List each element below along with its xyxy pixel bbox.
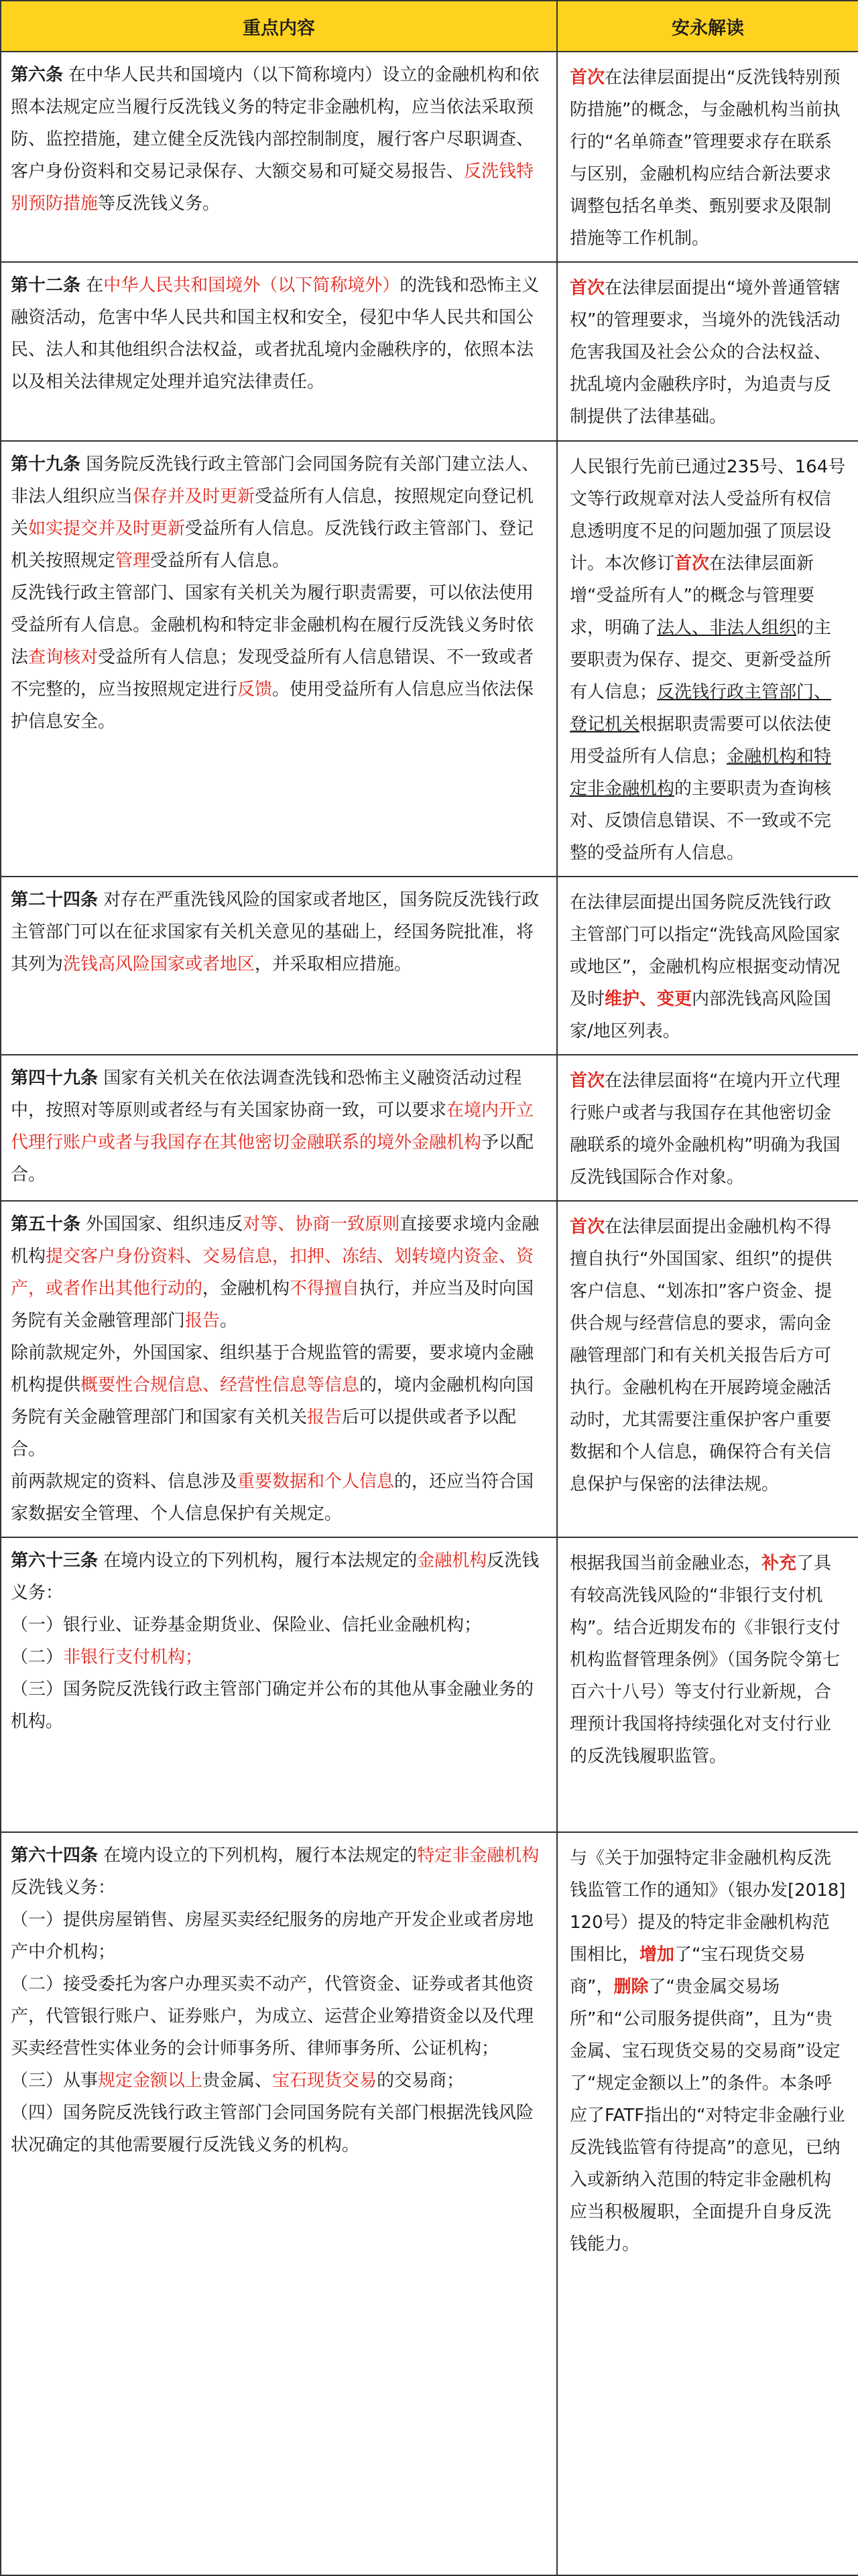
key-content-cell [1, 1201, 557, 1537]
table-row [1, 1055, 858, 1201]
text-segment: （四）国务院反洗钱行政主管部门会同国务院有关部门根据洗钱风险状况确定的其他需要履行反洗钱义务的机构。 [11, 2103, 534, 2155]
text-segment: 在法律层面提出“境外普通管辖权”的管理要求，当境外的洗钱活动危害我国及社会公众的合法权益、扰乱境内金融秩序时，为追责与反制提供了法律基础。 [570, 278, 841, 427]
key-content-cell [1, 441, 557, 877]
text-segment: 外国国家、组织违反 [80, 1214, 243, 1234]
highlight-text: 管理 [115, 551, 151, 571]
highlight-text: 提交客户身份资料、交易信息，扣押、冻结、划转境内资金、资产，或者作出其他行动的 [11, 1246, 534, 1299]
article-paragraph [11, 1609, 547, 1641]
highlight-text: 在境内开立代理行账户或者与我国存在其他密切金融联系的境外金融机构 [11, 1100, 534, 1153]
text-segment: （二）接受委托为客户办理买卖不动产，代管资金、证券或者其他资产，代管银行账户、证券账户，为成立、运营企业筹措资金以及代理买卖经营性实体业务的会计师事务所、律师事务所、公证机构； [11, 1974, 534, 2059]
highlight-text: 洗钱高风险国家或者地区 [63, 954, 255, 974]
article-paragraph [11, 269, 547, 398]
text-segment: 受益所有人信息。 [150, 551, 290, 571]
table-row [1, 877, 858, 1055]
highlight-text: 如实提交并及时更新 [28, 519, 186, 539]
text-segment: 。 [220, 1311, 238, 1331]
text-segment: 在中华人民共和国境内（以下简称境内）设立的金融机构和依照本法规定应当履行反洗钱义务的特定非金融机构，应当依法采取预防、监控措施，建立健全反洗钱内部控制制度，履行客户尽职调查、客户身份资料和交易记录保存、大额交易和可疑交易报告、 [11, 65, 540, 182]
article-number: 第六条 [11, 65, 64, 85]
highlight-text: 保存并及时更新 [133, 487, 255, 507]
article-paragraph [11, 1673, 547, 1738]
highlight-text: 首次 [570, 1217, 605, 1237]
text-segment: 的交易商； [377, 2071, 465, 2091]
article-number: 第六十四条 [11, 1846, 99, 1866]
interpretation-paragraph [570, 1065, 846, 1194]
text-segment: 与《关于加强特定非金融机构反洗钱监管工作的通知》（银办发[2018]120号）提及的特定非金融机构范围相比， [570, 1848, 846, 1965]
table-row [1, 1832, 858, 2575]
highlight-text: 金融机构 [417, 1551, 487, 1571]
interpretation-paragraph [570, 62, 846, 255]
article-paragraph [11, 1466, 547, 1530]
text-segment: 的洗钱和恐怖主义融资活动，危害中华人民共和国主权和安全，侵犯中华人民共和国公民、法人和其他组织合法权益，或者扰乱境内金融秩序的，依照本法以及相关法律规定处理并追究法律责任。 [11, 275, 540, 392]
text-segment: 根据职责需要可以依法使用受益所有人信息； [570, 714, 832, 767]
interpretation-cell [557, 441, 858, 877]
article-paragraph [11, 884, 547, 980]
highlight-text: 报告 [307, 1407, 343, 1427]
key-content-cell [1, 1537, 557, 1832]
interpretation-cell [557, 1832, 858, 2575]
key-content-cell [1, 1055, 557, 1201]
interpretation-cell [557, 1537, 858, 1832]
text-segment: 贵金属、 [202, 2071, 273, 2091]
text-segment: 反洗钱义务： [11, 1551, 540, 1603]
key-content-cell [1, 1832, 557, 2575]
table-row [1, 441, 858, 877]
article-paragraph [11, 577, 547, 738]
text-segment: 受益所有人信息。反洗钱行政主管部门、登记机关按照规定 [11, 519, 534, 571]
text-segment: 了“宝石现货交易商”， [570, 1945, 806, 1997]
text-segment: 根据我国当前金融业态， [570, 1553, 762, 1573]
text-segment: （三）从事 [11, 2071, 99, 2091]
article-paragraph [11, 1337, 547, 1466]
highlight-text: 首次 [674, 554, 710, 574]
highlight-text: 概要性合规信息、经营性信息等信息 [80, 1375, 360, 1395]
article-paragraph [11, 2097, 547, 2161]
highlight-text: 不得擅自 [290, 1279, 360, 1299]
text-segment: 除前款规定外，外国国家、组织基于合规监管的需要，要求境内金融机构提供 [11, 1343, 534, 1395]
highlight-text: 首次 [570, 278, 605, 298]
text-segment: 在法律层面提出金融机构不得擅自执行“外国国家、组织”的提供客户信息、“划冻扣”客户资金、提供合规与经营信息的要求，需向金融管理部门和有关机关报告后方可执行。金融机构在开展跨境金融活动时，尤其需要注重保护客户重要数据和个人信息，确保符合有关信息保护与保密的法律法规。 [570, 1217, 832, 1494]
text-segment: 的，境内金融机构向国务院有关金融管理部门和国家有关机关 [11, 1375, 534, 1427]
article-paragraph [11, 1840, 547, 1904]
interpretation-paragraph [570, 1211, 846, 1500]
highlight-text: 规定金额以上 [98, 2071, 203, 2091]
underlined-text: 金融机构和特定非金融机构 [570, 747, 832, 799]
article-paragraph [11, 448, 547, 577]
text-segment: 在境内设立的下列机构，履行本法规定的 [98, 1846, 418, 1866]
text-segment: 的主要职责为查询核对、反馈信息错误、不一致或不完整的受益所有人信息。 [570, 779, 832, 863]
article-number: 第六十三条 [11, 1551, 99, 1571]
highlight-text: 反洗钱特别预防措施 [11, 162, 534, 214]
interpretation-cell [557, 52, 858, 262]
article-paragraph [11, 1968, 547, 2065]
text-segment: 在法律层面提出“反洗钱特别预防措施”的概念，与金融机构当前执行的“名单筛查”管理要求存在联系与区别，金融机构应结合新法要求调整包括名单类、甄别要求及限制措施等工作机制。 [570, 68, 841, 249]
highlight-text: 首次 [570, 68, 605, 88]
highlight-text: 补充 [761, 1553, 797, 1573]
highlight-text: 中华人民共和国境外（以下简称境外） [103, 275, 400, 296]
text-segment: 直接要求境内金融机构 [11, 1214, 540, 1267]
text-segment: 人民银行先前已通过235号、164号文等行政规章对法人受益所有权信息透明度不足的问题加强了顶层设计。本次修订 [570, 457, 846, 574]
interpretation-cell [557, 262, 858, 441]
header-ey-interpretation: 安永解读 [557, 1, 858, 52]
highlight-text: 查询核对 [28, 647, 99, 667]
article-number: 第十二条 [11, 275, 81, 296]
key-content-cell [1, 52, 557, 262]
table-row [1, 52, 858, 262]
highlight-text: 报告 [185, 1311, 221, 1331]
text-segment: 。使用受益所有人信息应当依法保护信息安全。 [11, 680, 534, 732]
interpretation-paragraph [570, 887, 846, 1047]
article-number: 第四十九条 [11, 1068, 99, 1088]
interpretation-paragraph [570, 451, 846, 869]
highlight-text: 删除 [613, 1977, 649, 1997]
article-paragraph [11, 1904, 547, 1968]
article-paragraph [11, 1208, 547, 1337]
article-paragraph [11, 59, 547, 220]
interpretation-cell [557, 1201, 858, 1537]
article-paragraph [11, 2065, 547, 2097]
text-segment: 了具有较高洗钱风险的“非银行支付机构”。结合近期发布的《非银行支付机构监督管理条例》（国务院令第七百六十八号）等支付行业新规，合理预计我国将持续强化对支付行业的反洗钱履职监管。 [570, 1553, 841, 1766]
underlined-text: 反洗钱行政主管部门、登记机关 [570, 682, 832, 734]
text-segment: 在法律层面将“在境内开立代理行账户或者与我国存在其他密切金融联系的境外金融机构”明确为我国反洗钱国际合作对象。 [570, 1071, 841, 1187]
text-segment: 对存在严重洗钱风险的国家或者地区，国务院反洗钱行政主管部门可以在征求国家有关机关意见的基础上，经国务院批准，将其列为 [11, 890, 540, 974]
text-segment: 内部洗钱高风险国家/地区列表。 [570, 989, 832, 1041]
highlight-text: 对等、协商一致原则 [243, 1214, 400, 1234]
highlight-text: 增加 [639, 1945, 675, 1965]
interpretation-paragraph [570, 272, 846, 433]
interpretation-cell [557, 877, 858, 1055]
table-header-row [1, 1, 858, 52]
underlined-text: 法人、非法人组织 [657, 618, 797, 638]
article-paragraph [11, 1062, 547, 1191]
text-segment: 反洗钱义务： [11, 1878, 116, 1898]
text-segment: 了“贵金属交易场所”和“公司服务提供商”，且为“贵金属、宝石现货交易的交易商”设定了“规定金额以上”的条件。本条呼应了FATF指出的“对特定非金融行业反洗钱监管有待提高”的意见，已纳入或新纳入范围的特定非金融机构应当积极履职，全面提升自身反洗钱能力。 [570, 1977, 845, 2254]
text-segment: （一）银行业、证券基金期货业、保险业、信托业金融机构； [11, 1615, 482, 1635]
table-row [1, 262, 858, 441]
highlight-text: 维护、变更 [605, 989, 692, 1009]
header-key-content: 重点内容 [1, 1, 557, 52]
text-segment: 在境内设立的下列机构，履行本法规定的 [98, 1551, 418, 1571]
text-segment: 予以配合。 [11, 1133, 534, 1185]
text-segment: 国家有关机关在依法调查洗钱和恐怖主义融资活动过程中，按照对等原则或者经与有关国家协商一致，可以要求 [11, 1068, 522, 1120]
text-segment: ，金融机构 [202, 1279, 290, 1299]
text-segment: ，并采取相应措施。 [255, 954, 412, 974]
text-segment: 在 [80, 275, 104, 296]
interpretation-cell [557, 1055, 858, 1201]
highlight-text: 反馈 [237, 680, 273, 700]
key-content-cell [1, 262, 557, 441]
text-segment: 在法律层面提出国务院反洗钱行政主管部门可以指定“洗钱高风险国家或地区”，金融机构应根据变动情况及时 [570, 893, 841, 1009]
text-segment: 的，还应当符合国家数据安全管理、个人信息保护有关规定。 [11, 1472, 534, 1524]
highlight-text: 特定非金融机构 [417, 1846, 540, 1866]
highlight-text: 宝石现货交易 [272, 2071, 377, 2091]
article-paragraph [11, 1641, 547, 1673]
highlight-text: 重要数据和个人信息 [237, 1472, 395, 1492]
article-number: 第五十条 [11, 1214, 81, 1234]
highlight-text: 首次 [570, 1071, 605, 1091]
key-content-cell [1, 877, 557, 1055]
text-segment: 前两款规定的资料、信息涉及 [11, 1472, 238, 1492]
text-segment: （二） [11, 1647, 64, 1667]
text-segment: 受益所有人信息，按照规定向登记机关 [11, 487, 534, 539]
article-number: 第二十四条 [11, 890, 99, 910]
article-paragraph [11, 1545, 547, 1609]
article-number: 第十九条 [11, 454, 81, 474]
text-segment: 执行，并应当及时向国务院有关金融管理部门 [11, 1279, 534, 1331]
text-segment: 的主要职责为保存、提交、更新受益所有人信息； [570, 618, 832, 702]
text-segment: 在法律层面新增“受益所有人”的概念与管理要求，明确了 [570, 554, 814, 638]
text-segment: 反洗钱行政主管部门、国家有关机关为履行职责需要，可以依法使用受益所有人信息。金融机构和特定非金融机构在履行反洗钱义务时依法 [11, 583, 534, 667]
interpretation-paragraph [570, 1547, 846, 1773]
text-segment: 国务院反洗钱行政主管部门会同国务院有关部门建立法人、非法人组织应当 [11, 454, 540, 507]
interpretation-paragraph [570, 1842, 846, 2260]
table-row [1, 1201, 858, 1537]
table-row [1, 1537, 858, 1832]
text-segment: （一）提供房屋销售、房屋买卖经纪服务的房地产开发企业或者房地产中介机构； [11, 1910, 534, 1962]
text-segment: 后可以提供或者予以配合。 [11, 1407, 517, 1460]
highlight-text: 非银行支付机构； [63, 1647, 203, 1667]
text-segment: 等反洗钱义务。 [98, 194, 221, 214]
text-segment: （三）国务院反洗钱行政主管部门确定并公布的其他从事金融业务的机构。 [11, 1679, 534, 1732]
text-segment: 受益所有人信息；发现受益所有人信息错误、不一致或者不完整的，应当按照规定进行 [11, 647, 534, 700]
